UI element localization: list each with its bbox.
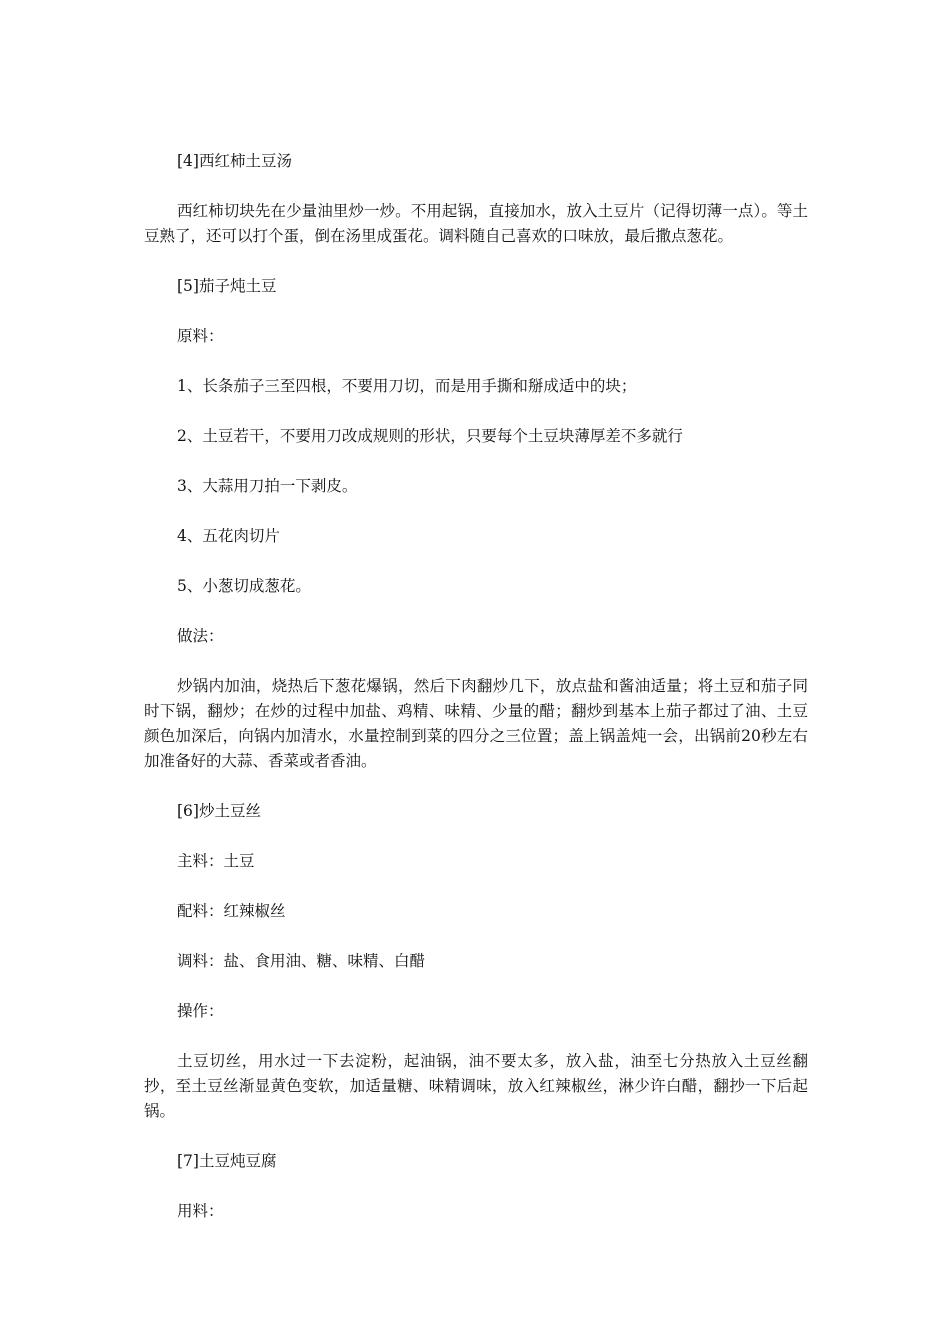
section-6-heading: [6]炒土豆丝: [177, 802, 261, 820]
section-6-method: 土豆切丝，用水过一下去淀粉，起油锅，油不要太多，放入盐，油至七分热放入土豆丝翻抄，至土豆丝渐显黄色变软，加适量糖、味精调味，放入红辣椒丝，淋少许白醋，翻抄一下后起锅。: [144, 1052, 808, 1120]
section-6-method-label: 操作：: [177, 1002, 224, 1020]
section-5-heading: [5]茄子炖土豆: [177, 277, 277, 295]
section-5-method: 炒锅内加油，烧热后下葱花爆锅，然后下肉翻炒几下，放点盐和酱油适量；将土豆和茄子同时下锅，翻炒；在炒的过程中加盐、鸡精、味精、少量的醋；翻炒到基本上茄子都过了油、土豆颜色加深后，向锅内加清水，水量控制到菜的四分之三位置；盖上锅盖炖一会，出锅前20秒左右加准备好的大蒜、香菜或者香油。: [144, 677, 808, 770]
section-5-item: 1、长条茄子三至四根，不要用刀切，而是用手撕和掰成适中的块；: [177, 377, 637, 395]
section-6-main-ingredient: 主料：土豆: [177, 852, 255, 870]
section-5-item: 5、小葱切成葱花。: [177, 577, 311, 595]
section-7-heading: [7]土豆炖豆腐: [177, 1152, 277, 1170]
section-5-item: 3、大蒜用刀拍一下剥皮。: [177, 477, 358, 495]
section-4-heading: [4]西红柿土豆汤: [177, 152, 292, 170]
section-7-ingredients-label: 用料：: [177, 1202, 224, 1220]
section-4-body: 西红柿切块先在少量油里炒一炒。不用起锅，直接加水，放入土豆片（记得切薄一点）。等土豆熟了，还可以打个蛋，倒在汤里成蛋花。调料随自己喜欢的口味放，最后撒点葱花。: [144, 202, 808, 245]
section-5-ingredients-label: 原料：: [177, 327, 224, 345]
section-6-side-ingredient: 配料：红辣椒丝: [177, 902, 286, 920]
section-5-item: 4、五花肉切片: [177, 527, 280, 545]
section-6-seasoning: 调料：盐、食用油、糖、味精、白醋: [177, 952, 426, 970]
section-5-item: 2、土豆若干，不要用刀改成规则的形状，只要每个土豆块薄厚差不多就行: [177, 427, 683, 445]
section-5-method-label: 做法：: [177, 627, 224, 645]
